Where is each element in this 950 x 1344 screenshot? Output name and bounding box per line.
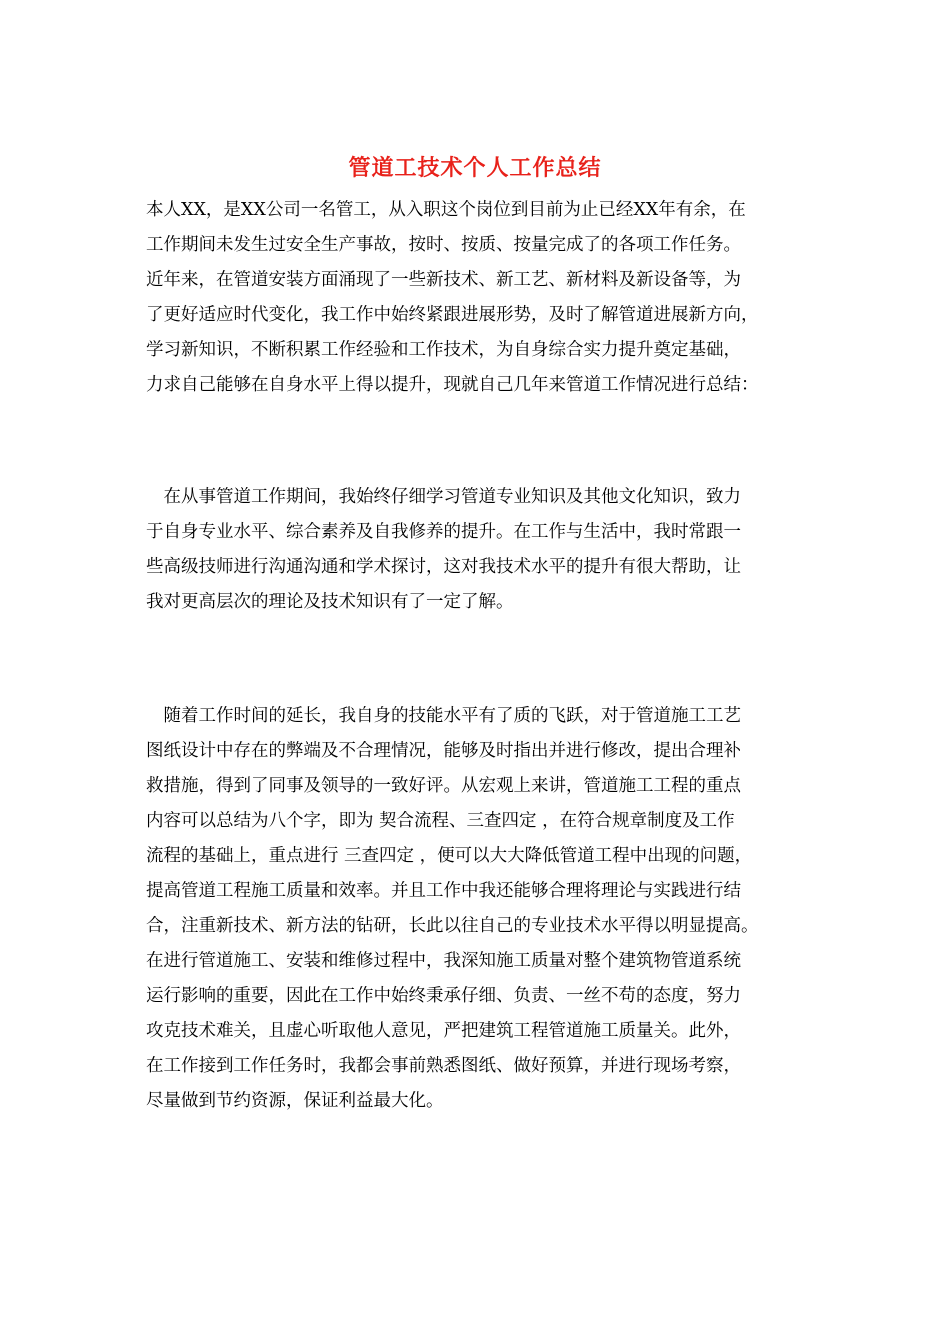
paragraph-intro	[146, 193, 816, 403]
text-line: 了更好适应时代变化，我工作中始终紧跟进展形势，及时了解管道进展新方向，	[146, 305, 759, 325]
text-line: 在从事管道工作期间，我始终仔细学习管道专业知识及其他文化知识，致力	[146, 487, 741, 507]
text-line: 攻克技术难关，且虚心听取他人意见，严把建筑工程管道施工质量关。此外，	[146, 1021, 741, 1041]
text-line: 在进行管道施工、安装和维修过程中，我深知施工质量对整个建筑物管道系统	[146, 951, 741, 971]
text-line: 图纸设计中存在的弊端及不合理情况，能够及时指出并进行修改，提出合理补	[146, 741, 741, 761]
text-line: 运行影响的重要，因此在工作中始终秉承仔细、负责、一丝不苟的态度，努力	[146, 986, 741, 1006]
text-line: 合，注重新技术、新方法的钻研，长此以往自己的专业技术水平得以明显提高。	[146, 916, 759, 936]
text-line: 救措施，得到了同事及领导的一致好评。从宏观上来讲，管道施工工程的重点	[146, 776, 741, 796]
text-line: 近年来，在管道安装方面涌现了一些新技术、新工艺、新材料及新设备等，为	[146, 270, 741, 290]
text-line: 些高级技师进行沟通沟通和学术探讨，这对我技术水平的提升有很大帮助，让	[146, 557, 741, 577]
text-line: 工作期间未发生过安全生产事故，按时、按质、按量完成了的各项工作任务。	[146, 235, 741, 255]
text-line: 力求自己能够在自身水平上得以提升，现就自己几年来管道工作情况进行总结：	[146, 375, 759, 395]
text-line: 本人XX，是XX公司一名管工，从入职这个岗位到目前为止已经XX年有余，在	[146, 200, 746, 220]
text-line: 我对更高层次的理论及技术知识有了一定了解。	[146, 592, 514, 612]
text-line: 随着工作时间的延长，我自身的技能水平有了质的飞跃，对于管道施工工艺	[146, 706, 741, 726]
text-line: 内容可以总结为八个字，即为 契合流程、三查四定 ，在符合规章制度及工作	[146, 811, 735, 831]
text-line: 流程的基础上，重点进行 三查四定 ，便可以大大降低管道工程中出现的问题，	[146, 846, 753, 866]
paragraph-study	[146, 480, 816, 620]
text-line: 提高管道工程施工质量和效率。并且工作中我还能够合理将理论与实践进行结	[146, 881, 741, 901]
text-line: 尽量做到节约资源，保证利益最大化。	[146, 1091, 444, 1111]
paragraph-skills	[146, 699, 816, 1119]
text-line: 学习新知识，不断积累工作经验和工作技术，为自身综合实力提升奠定基础，	[146, 340, 741, 360]
text-line: 于自身专业水平、综合素养及自我修养的提升。在工作与生活中，我时常跟一	[146, 522, 741, 542]
document-title: 管道工技术个人工作总结	[348, 155, 602, 181]
text-line: 在工作接到工作任务时，我都会事前熟悉图纸、做好预算，并进行现场考察，	[146, 1056, 741, 1076]
